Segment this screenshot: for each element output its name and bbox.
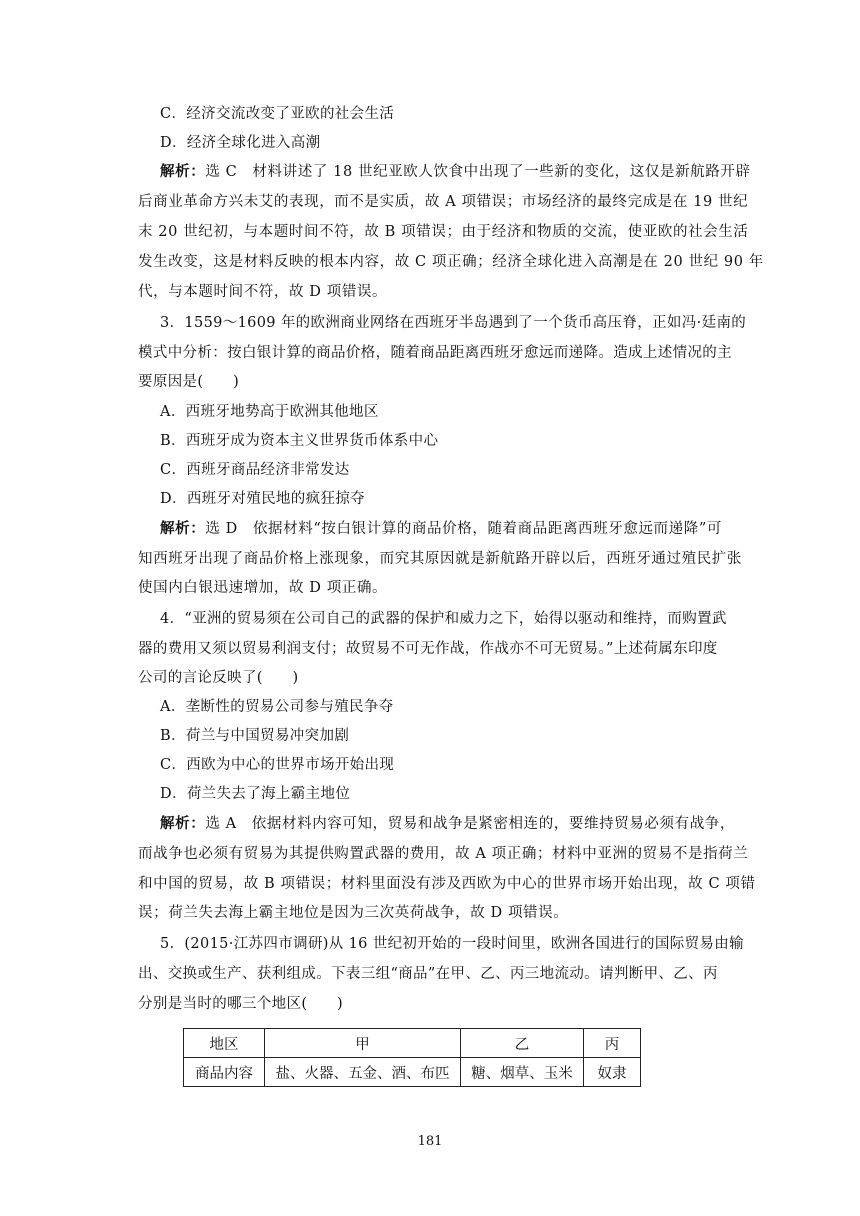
q3-option-d: D．西班牙对殖民地的疯狂掠夺 xyxy=(160,491,366,507)
q4-option-b: B．荷兰与中国贸易冲突加剧 xyxy=(160,728,350,744)
q3-stem-line-3: 要原因是( ) xyxy=(138,374,240,390)
table-cell: 盐、火器、五金、酒、布匹 xyxy=(265,1058,461,1087)
table-cell: 丙 xyxy=(584,1029,641,1058)
analysis-text: 选 D 依据材料“按白银计算的商品价格，随着商品距离西班牙愈远而递降”可 xyxy=(205,521,722,537)
q4-option-d: D．荷兰失去了海上霸主地位 xyxy=(160,786,351,802)
q3-stem-line-1: 3．1559～1609 年的欧洲商业网络在西班牙半岛遇到了一个货币高压脊，正如冯·廷南的 xyxy=(160,315,747,331)
q2-analysis-line-3: 末 20 世纪初，与本题时间不符，故 B 项错误；由于经济和物质的交流，使亚欧的社会生活 xyxy=(138,224,749,240)
q4-stem-line-1: 4．“亚洲的贸易须在公司自己的武器的保护和威力之下，始得以驱动和维持，而购置武 xyxy=(160,611,727,627)
analysis-text: 选 C 材料讲述了 18 世纪亚欧人饮食中出现了一些新的变化，这仅是新航路开辟 xyxy=(205,164,751,180)
table-cell: 乙 xyxy=(461,1029,584,1058)
q3-stem-line-2: 模式中分析：按白银计算的商品价格，随着商品距离西班牙愈远而递降。造成上述情况的主 xyxy=(138,345,732,361)
table-row xyxy=(184,1029,641,1058)
q4-stem-line-3: 公司的言论反映了( ) xyxy=(138,670,299,686)
q3-analysis-line-1 xyxy=(160,519,722,539)
q4-analysis-line-1 xyxy=(160,814,735,834)
q4-option-c: C．西欧为中心的世界市场开始出现 xyxy=(160,757,395,773)
q5-stem-line-1: 5．(2015·江苏四市调研)从 16 世纪初开始的一段时间里，欧洲各国进行的国际贸易由输 xyxy=(160,936,744,952)
analysis-label: 解析： xyxy=(160,816,206,832)
q3-analysis-line-2: 知西班牙出现了商品价格上涨现象，而究其原因就是新航路开辟以后，西班牙通过殖民扩张 xyxy=(138,551,742,567)
table-cell: 奴隶 xyxy=(584,1058,641,1087)
q2-analysis-line-4: 发生改变，这是材料反映的根本内容，故 C 项正确；经济全球化进入高潮是在 20 世纪 90 年 xyxy=(138,254,764,270)
table-cell: 糖、烟草、玉米 xyxy=(461,1058,584,1087)
q3-analysis-line-3: 使国内白银迅速增加，故 D 项正确。 xyxy=(138,580,388,596)
analysis-label: 解析： xyxy=(160,164,206,180)
q2-analysis-line-1 xyxy=(160,162,751,182)
analysis-label: 解析： xyxy=(160,521,206,537)
q2-option-d: D．经济全球化进入高潮 xyxy=(160,135,321,151)
q3-option-b: B．西班牙成为资本主义世界货币体系中心 xyxy=(160,433,439,449)
q3-option-a: A．西班牙地势高于欧洲其他地区 xyxy=(160,404,379,420)
q2-analysis-line-5: 代，与本题时间不符，故 D 项错误。 xyxy=(138,284,388,300)
q5-stem-line-2: 出、交换或生产、获利组成。下表三组“商品”在甲、乙、丙三地流动。请判断甲、乙、丙 xyxy=(138,966,718,982)
q5-stem-line-3: 分别是当时的哪三个地区( ) xyxy=(138,996,344,1012)
page-number: 181 xyxy=(417,1134,443,1149)
q2-analysis-line-2: 后商业革命方兴未艾的表现，而不是实质，故 A 项错误；市场经济的最终完成是在 19 世纪 xyxy=(138,194,749,210)
goods-table xyxy=(183,1028,641,1087)
q2-option-c: C．经济交流改变了亚欧的社会生活 xyxy=(160,106,395,122)
table-cell: 商品内容 xyxy=(184,1058,265,1087)
q4-option-a: A．垄断性的贸易公司参与殖民争夺 xyxy=(160,699,394,715)
q4-analysis-line-2: 而战争也必须有贸易为其提供购置武器的费用，故 A 项正确；材料中亚洲的贸易不是指荷兰 xyxy=(138,846,749,862)
table-cell: 甲 xyxy=(265,1029,461,1058)
q4-analysis-line-4: 误；荷兰失去海上霸主地位是因为三次英荷战争，故 D 项错误。 xyxy=(138,905,569,921)
table-row xyxy=(184,1058,641,1087)
q3-option-c: C．西班牙商品经济非常发达 xyxy=(160,462,350,478)
table-cell: 地区 xyxy=(184,1029,265,1058)
analysis-text: 选 A 依据材料内容可知，贸易和战争是紧密相连的，要维持贸易必须有战争， xyxy=(205,816,735,832)
q4-stem-line-2: 器的费用又须以贸易利润支付；故贸易不可无作战，作战亦不可无贸易。”上述荷属东印度 xyxy=(138,641,718,657)
q4-analysis-line-3: 和中国的贸易，故 B 项错误；材料里面没有涉及西欧为中心的世界市场开始出现，故 C 项错 xyxy=(138,876,756,892)
